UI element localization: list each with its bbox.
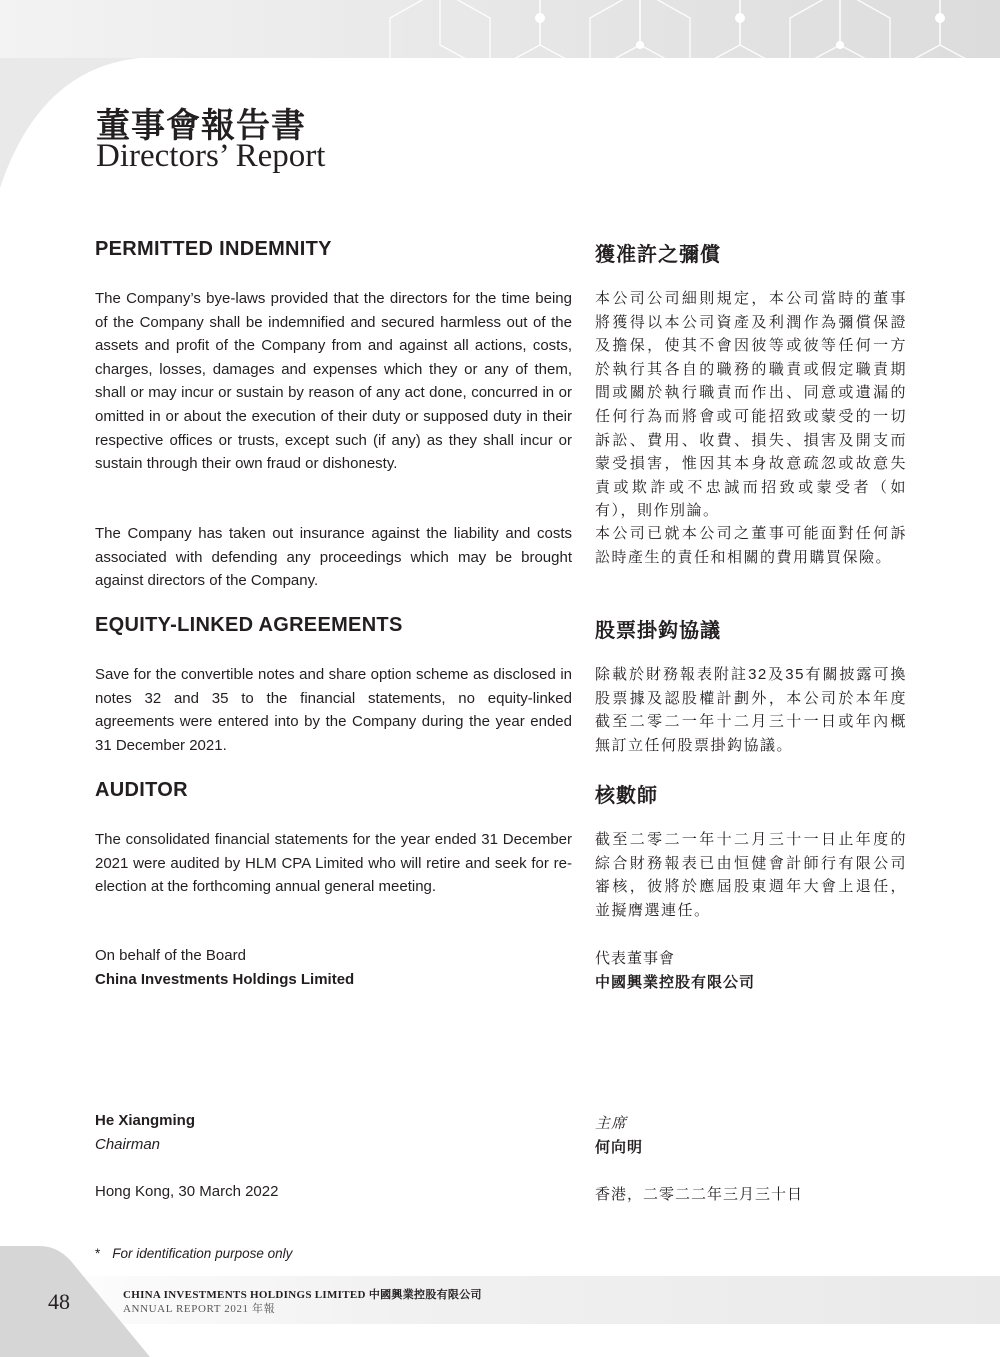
heading-auditor-zh: 核數師 [595,785,658,807]
footnote-marker: * [95,1246,101,1261]
paragraph-auditor-en: The consolidated financial statements for the year ended 31 December 2021 were audited by HLM CPA Limited who will retire and seek for re-election at the forthcoming annual general meeting. [95,831,572,896]
on-behalf-of-board-zh: 代表董事會 [595,950,676,967]
paragraph-equity-linked-en: Save for the convertible notes and share option scheme as disclosed in notes 32 and 35 to the financial statements, no equity-linked agreements were entered into by the Company during the year ended 31 December 2021. [95,666,572,754]
heading-permitted-indemnity-en: PERMITTED INDEMNITY [95,238,332,260]
page-number: 48 [48,1289,70,1314]
company-name-en: China Investments Holdings Limited [95,971,355,988]
page-title-zh: 董事會報告書 [96,106,306,146]
page-title-en: Directors’ Report [96,138,326,174]
chairman-role-zh: 主席 [595,1115,628,1132]
place-date-en: Hong Kong, 30 March 2022 [95,1183,279,1200]
hexagon-pattern [0,0,1000,60]
chairman-name-zh: 何向明 [595,1139,644,1156]
heading-equity-linked-en: EQUITY-LINKED AGREEMENTS [95,614,403,636]
company-name-zh: 中國興業控股有限公司 [595,974,756,991]
paragraph-equity-linked-zh: 除載於財務報表附註32及35有關披露可換股票據及認股權計劃外，本公司於本年度截至二零二一年十二月三十一日或年內概無訂立任何股票掛鈎協議。 [595,666,907,754]
paragraph-indemnity-en: The Company’s bye-laws provided that the directors for the time being of the Company shall be indemnified and secured harmless out of the assets and profit of the Company from and against all actions, costs, charges, losses, damages and expenses which they or any of them, shall or may incur or sustain by reason of any act done, concurred in or omitted in or about the execution of their duty or supposed duty in their respective offices or trusts, except such (if any) as they shall incur or sustain through their own fraud or dishonesty. [95,290,572,473]
heading-equity-linked-zh: 股票掛鈎協議 [595,620,721,642]
heading-permitted-indemnity-zh: 獲准許之彌償 [595,244,721,266]
paragraph-indemnity-zh: 本公司公司細則規定，本公司當時的董事將獲得以本公司資產及利潤作為彌償保證及擔保，使其不會因彼等或彼等任何一方於執行其各自的職務的職責或假定職責期間或關於執行職責而作出、同意或遺漏的任何行為而將會或可能招致或蒙受的一切訴訟、費用、收費、損失、損害及開支而蒙受損害，惟因其本身故意疏忽或故意失責或欺詐或不忠誠而招致或蒙受者（如有），則作別論。 [595,290,907,520]
paragraph-auditor-zh: 截至二零二一年十二月三十一日止年度的綜合財務報表已由恒健會計師行有限公司審核，彼將於應屆股東週年大會上退任，並擬膺選連任。 [595,831,907,919]
footer-company: CHINA INVESTMENTS HOLDINGS LIMITED 中國興業控股有限公司 [123,1289,482,1301]
footer-report: ANNUAL REPORT 2021 年報 [123,1303,276,1315]
heading-auditor-en: AUDITOR [95,779,188,801]
paragraph-insurance-zh: 本公司已就本公司之董事可能面對任何訴訟時產生的責任和相關的費用購買保險。 [595,525,907,566]
chairman-name-en: He Xiangming [95,1112,196,1129]
footnote-text: For identification purpose only [112,1246,293,1261]
on-behalf-of-board-en: On behalf of the Board [95,947,246,964]
paragraph-insurance-en: The Company has taken out insurance against the liability and costs associated with defending any proceedings which may be brought against directors of the Company. [95,525,572,590]
place-date-zh: 香港，二零二二年三月三十日 [595,1186,804,1203]
chairman-role-en: Chairman [95,1136,161,1153]
